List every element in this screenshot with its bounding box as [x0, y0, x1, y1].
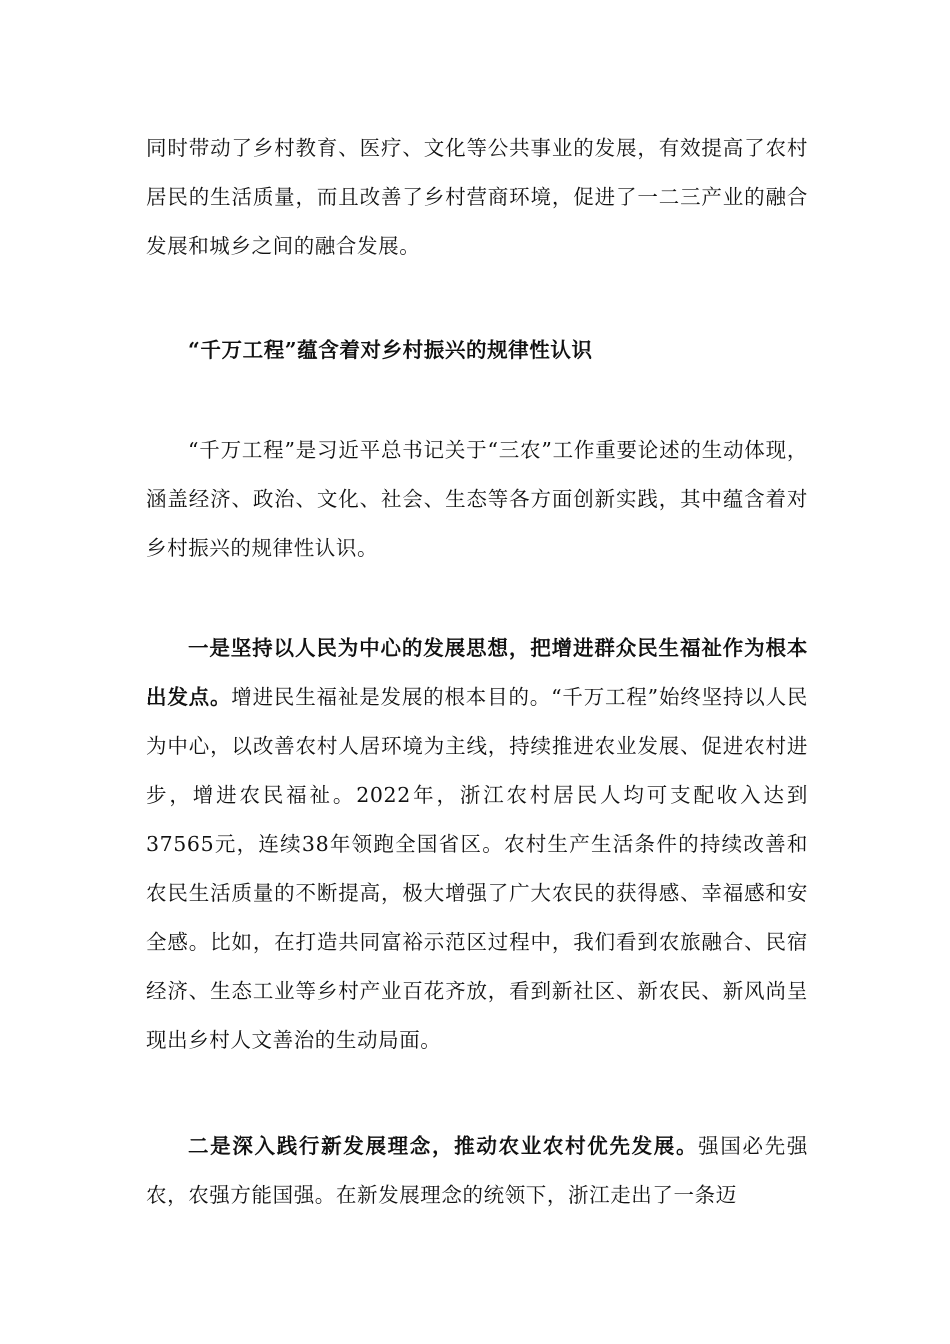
section-heading: “千万工程”蕴含着对乡村振兴的规律性认识 — [188, 338, 593, 362]
point-two-lead: 二是深入践行新发展理念，推动农业农村优先发展。 — [188, 1134, 699, 1158]
paragraph-intro-continuation: 同时带动了乡村教育、医疗、文化等公共事业的发展，有效提高了农村居民的生活质量，而且改善了乡村营商环境，促进了一二三产业的融合发展和城乡之间的融合发展。 — [146, 136, 808, 258]
point-one-body: 增进民生福祉是发展的根本目的。“千万工程”始终坚持以人民为中心，以改善农村人居环境为主线，持续推进农业发展、促进农村进步，增进农民福祉。2022年，浙江农村居民人均可支配收入达到37565元，连续38年领跑全国省区。农村生产生活条件的持续改善和农民生活质量的不断提高，极大增强了广大农民的获得感、幸福感和安全感。比如，在打造共同富裕示范区过程中，我们看到农旅融合、民宿经济、生态工业等乡村产业百花齐放，看到新社区、新农民、新风尚呈现出乡村人文善治的生动局面。 — [146, 685, 808, 1052]
point-two-body: 强国必先强农，农强方能国强。在新发展理念的统领下，浙江走出了一条迈 — [146, 1134, 808, 1207]
point-one-lead: 一是坚持以人民为中心的发展思想，把增进群众民生福祉作为根本出发点。 — [146, 636, 808, 709]
paragraph-point-one — [146, 624, 808, 1065]
paragraph-overview: “千万工程”是习近平总书记关于“三农”工作重要论述的生动体现，涵盖经济、政治、文化、社会、生态等各方面创新实践，其中蕴含着对乡村振兴的规律性认识。 — [146, 438, 808, 560]
paragraph-point-two — [146, 1122, 808, 1220]
